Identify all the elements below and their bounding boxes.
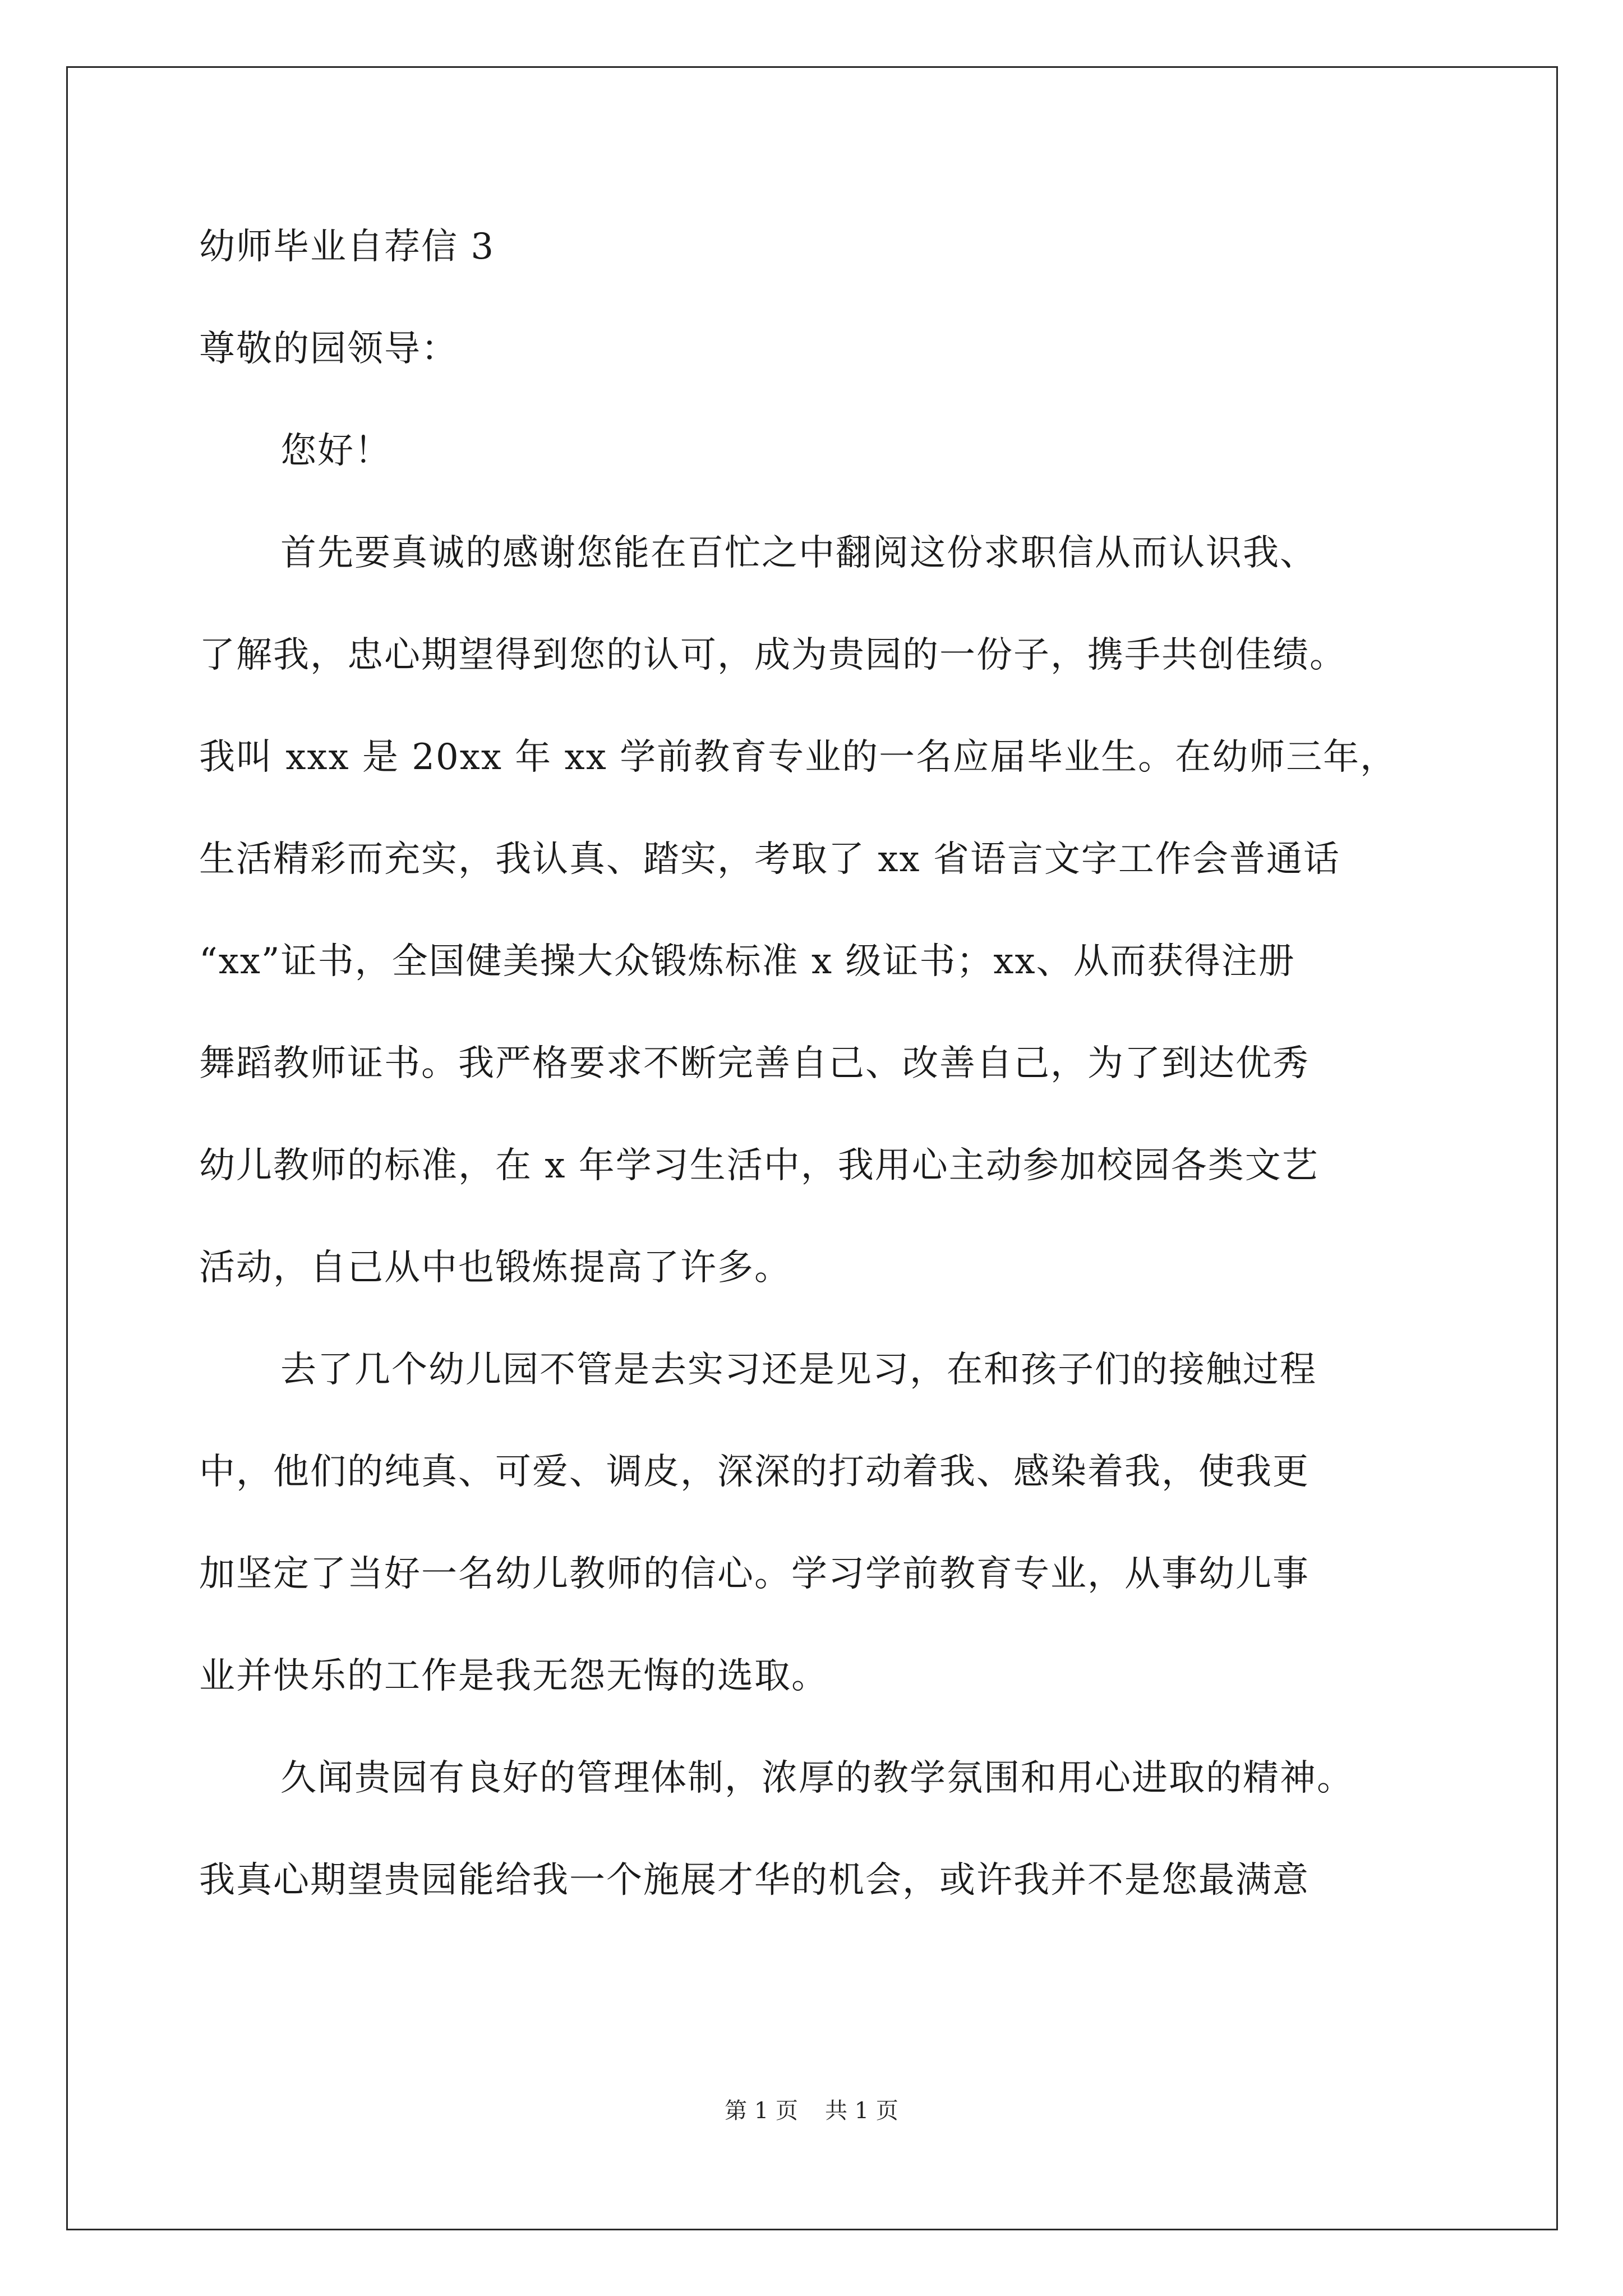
page-total: 共 1 页	[825, 2098, 898, 2124]
paragraph-2-line-1: 去了几个幼儿园不管是去实习还是见习，在和孩子们的接触过程	[280, 1349, 1317, 1391]
paragraph-2-line-4: 业并快乐的工作是我无怨无悔的选取。	[199, 1655, 828, 1697]
paragraph-2-line-2: 中，他们的纯真、可爱、调皮，深深的打动着我、感染着我，使我更	[199, 1451, 1310, 1493]
salutation: 尊敬的园领导：	[199, 328, 458, 370]
document-body	[199, 222, 1433, 1957]
paragraph-3-line-2: 我真心期望贵园能给我一个施展才华的机会，或许我并不是您最满意	[199, 1860, 1310, 1901]
paragraph-1-line-5: “xx”证书，全国健美操大众锻炼标准 x 级证书；xx、从而获得注册	[199, 941, 1295, 982]
paragraph-1-line-6: 舞蹈教师证书。我严格要求不断完善自己、改善自己，为了到达优秀	[199, 1043, 1310, 1084]
paragraph-2-line-3: 加坚定了当好一名幼儿教师的信心。学习学前教育专业，从事幼儿事	[199, 1553, 1310, 1595]
greeting-line: 您好！	[280, 430, 391, 472]
paragraph-1-line-8: 活动，自己从中也锻炼提高了许多。	[199, 1247, 791, 1289]
paragraph-1-line-4: 生活精彩而充实，我认真、踏实，考取了 xx 省语言文字工作会普通话	[199, 839, 1340, 880]
page-footer	[0, 2097, 1623, 2125]
paragraph-1-line-3: 我叫 xxx 是 20xx 年 xx 学前教育专业的一名应届毕业生。在幼师三年，	[199, 737, 1398, 778]
page-number: 第 1 页	[725, 2098, 798, 2124]
paragraph-1-line-7: 幼儿教师的标准，在 x 年学习生活中，我用心主动参加校园各类文艺	[199, 1145, 1319, 1186]
document-title: 幼师毕业自荐信 3	[199, 226, 495, 268]
paragraph-3-line-1: 久闻贵园有良好的管理体制，浓厚的教学氛围和用心进取的精神。	[280, 1757, 1354, 1799]
paragraph-1-line-1: 首先要真诚的感谢您能在百忙之中翻阅这份求职信从而认识我、	[280, 532, 1317, 574]
paragraph-1-line-2: 了解我，忠心期望得到您的认可，成为贵园的一份子，携手共创佳绩。	[199, 634, 1347, 676]
